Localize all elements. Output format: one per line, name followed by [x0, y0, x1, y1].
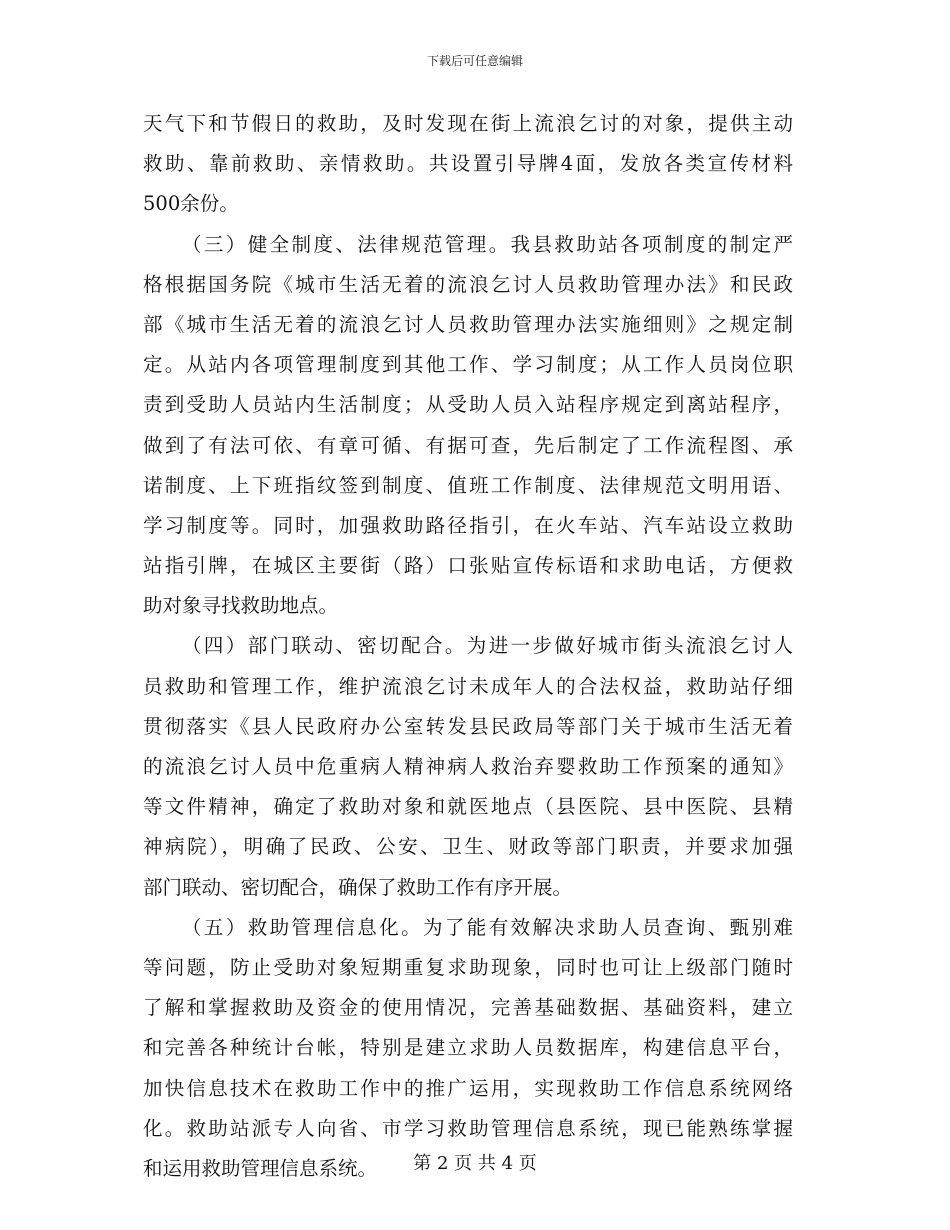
section-5-heading-line: （五）救助管理信息化。为了能有效解决求助人员查询、甄别难	[182, 915, 793, 939]
text-line: 天气下和节假日的救助，及时发现在街上流浪乞讨的对象，提供主动	[143, 112, 793, 135]
document-body	[143, 104, 793, 1189]
text-line: 部《城市生活无着的流浪乞讨人员救助管理办法实施细则》之规定制	[143, 312, 793, 336]
text-line: 和完善各种统计台帐，特别是建立求助人员数据库，构建信息平台，	[143, 1036, 793, 1060]
text-line: 诺制度、上下班指纹签到制度、值班工作制度、法律规范文明用语、	[143, 473, 793, 497]
page-header: 下载后可任意编辑	[426, 54, 523, 68]
page-number-footer: 第 2 页 共 4 页	[413, 1153, 537, 1174]
text-line: 定。从站内各项管理制度到其他工作、学习制度；从工作人员岗位职	[143, 353, 793, 377]
text-line: 做到了有法可依、有章可循、有据可查，先后制定了工作流程图、承	[143, 433, 793, 457]
text-line: 神病院），明确了民政、公安、卫生、财政等部门职责，并要求加强	[143, 835, 793, 859]
text-line: 等问题，防止受助对象短期重复求助现象，同时也可让上级部门随时	[143, 955, 793, 979]
text-line: 和运用救助管理信息系统。	[143, 1156, 378, 1180]
text-line: 500余份。	[143, 192, 239, 216]
text-line: 责到受助人员站内生活制度；从受助人员入站程序规定到离站程序，	[143, 393, 793, 417]
text-line: 等文件精神，确定了救助对象和就医地点（县医院、县中医院、县精	[143, 795, 793, 819]
text-line: 贯彻落实《县人民政府办公室转发县民政局等部门关于城市生活无着	[143, 714, 793, 738]
text-line: 站指引牌，在城区主要街（路）口张贴宣传标语和求助电话，方便救	[143, 554, 793, 578]
section-3-heading-line: （三）健全制度、法律规范管理。我县救助站各项制度的制定严	[182, 232, 793, 256]
text-line: 学习制度等。同时，加强救助路径指引，在火车站、汽车站设立救助	[143, 513, 793, 537]
text-line: 化。救助站派专人向省、市学习救助管理信息系统，现已能熟练掌握	[143, 1116, 793, 1140]
text-line: 员救助和管理工作，维护流浪乞讨未成年人的合法权益，救助站仔细	[143, 674, 793, 698]
section-4-heading-line: （四）部门联动、密切配合。为进一步做好城市街头流浪乞讨人	[182, 634, 793, 658]
text-line: 部门联动、密切配合，确保了救助工作有序开展。	[143, 875, 573, 899]
text-line: 格根据国务院《城市生活无着的流浪乞讨人员救助管理办法》和民政	[143, 272, 793, 296]
text-line: 了解和掌握救助及资金的使用情况，完善基础数据、基础资料，建立	[143, 996, 793, 1020]
text-line: 救助、靠前救助、亲情救助。共设置引导牌4面，发放各类宣传材料	[143, 152, 793, 176]
text-line: 加快信息技术在救助工作中的推广运用，实现救助工作信息系统网络	[143, 1076, 793, 1100]
text-line: 的流浪乞讨人员中危重病人精神病人救治弃婴救助工作预案的通知》	[143, 755, 793, 778]
text-line: 助对象寻找救助地点。	[143, 594, 339, 618]
